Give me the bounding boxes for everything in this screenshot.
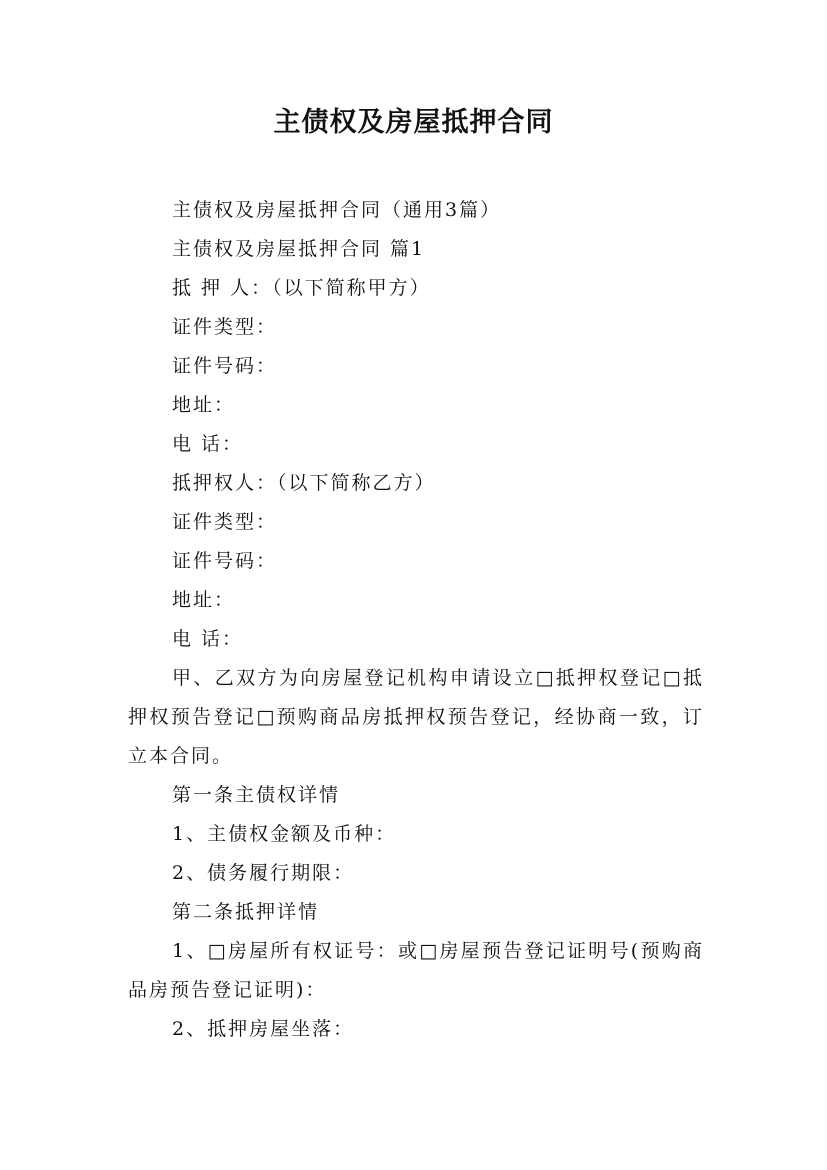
paragraph-mortgagor-phone: 电 话： (172, 433, 244, 455)
paragraph-mortgagor-id-type: 证件类型： (172, 316, 278, 338)
paragraph-subtitle: 主债权及房屋抵押合同（通用3篇） (172, 199, 502, 221)
paragraph-article-1-item-1: 1、主债权金额及币种： (172, 823, 397, 845)
paragraph-mortgagor: 抵 押 人：（以下简称甲方） (172, 277, 431, 299)
paragraph-section-heading: 主债权及房屋抵押合同 篇1 (172, 238, 426, 260)
paragraph-mortgagor-id-number: 证件号码： (172, 355, 278, 377)
document-title: 主债权及房屋抵押合同 (273, 107, 554, 138)
paragraph-article-1-heading: 第一条主债权详情 (172, 784, 341, 806)
document-body (128, 191, 704, 1049)
paragraph-mortgagee-address: 地址： (172, 589, 236, 611)
paragraph-mortgagor-address: 地址： (172, 394, 236, 416)
paragraph-mortgagee-id-type: 证件类型： (172, 511, 278, 533)
paragraph-article-2-item-1: 1、□房屋所有权证号：或□房屋预告登记证明号(预购商品房预告登记证明)： (128, 940, 704, 1001)
paragraph-article-2-item-2: 2、抵押房屋坐落： (172, 1018, 355, 1040)
paragraph-mortgagee-phone: 电 话： (172, 628, 244, 650)
paragraph-article-2-heading: 第二条抵押详情 (172, 901, 320, 923)
paragraph-mortgagee-id-number: 证件号码： (172, 550, 278, 572)
paragraph-mortgagee: 抵押权人：（以下简称乙方） (172, 472, 436, 494)
paragraph-preamble: 甲、乙双方为向房屋登记机构申请设立□抵押权登记□抵押权预告登记□预购商品房抵押权预告登记，经协商一致，订立本合同。 (128, 667, 704, 767)
paragraph-article-1-item-2: 2、债务履行期限： (172, 862, 355, 884)
